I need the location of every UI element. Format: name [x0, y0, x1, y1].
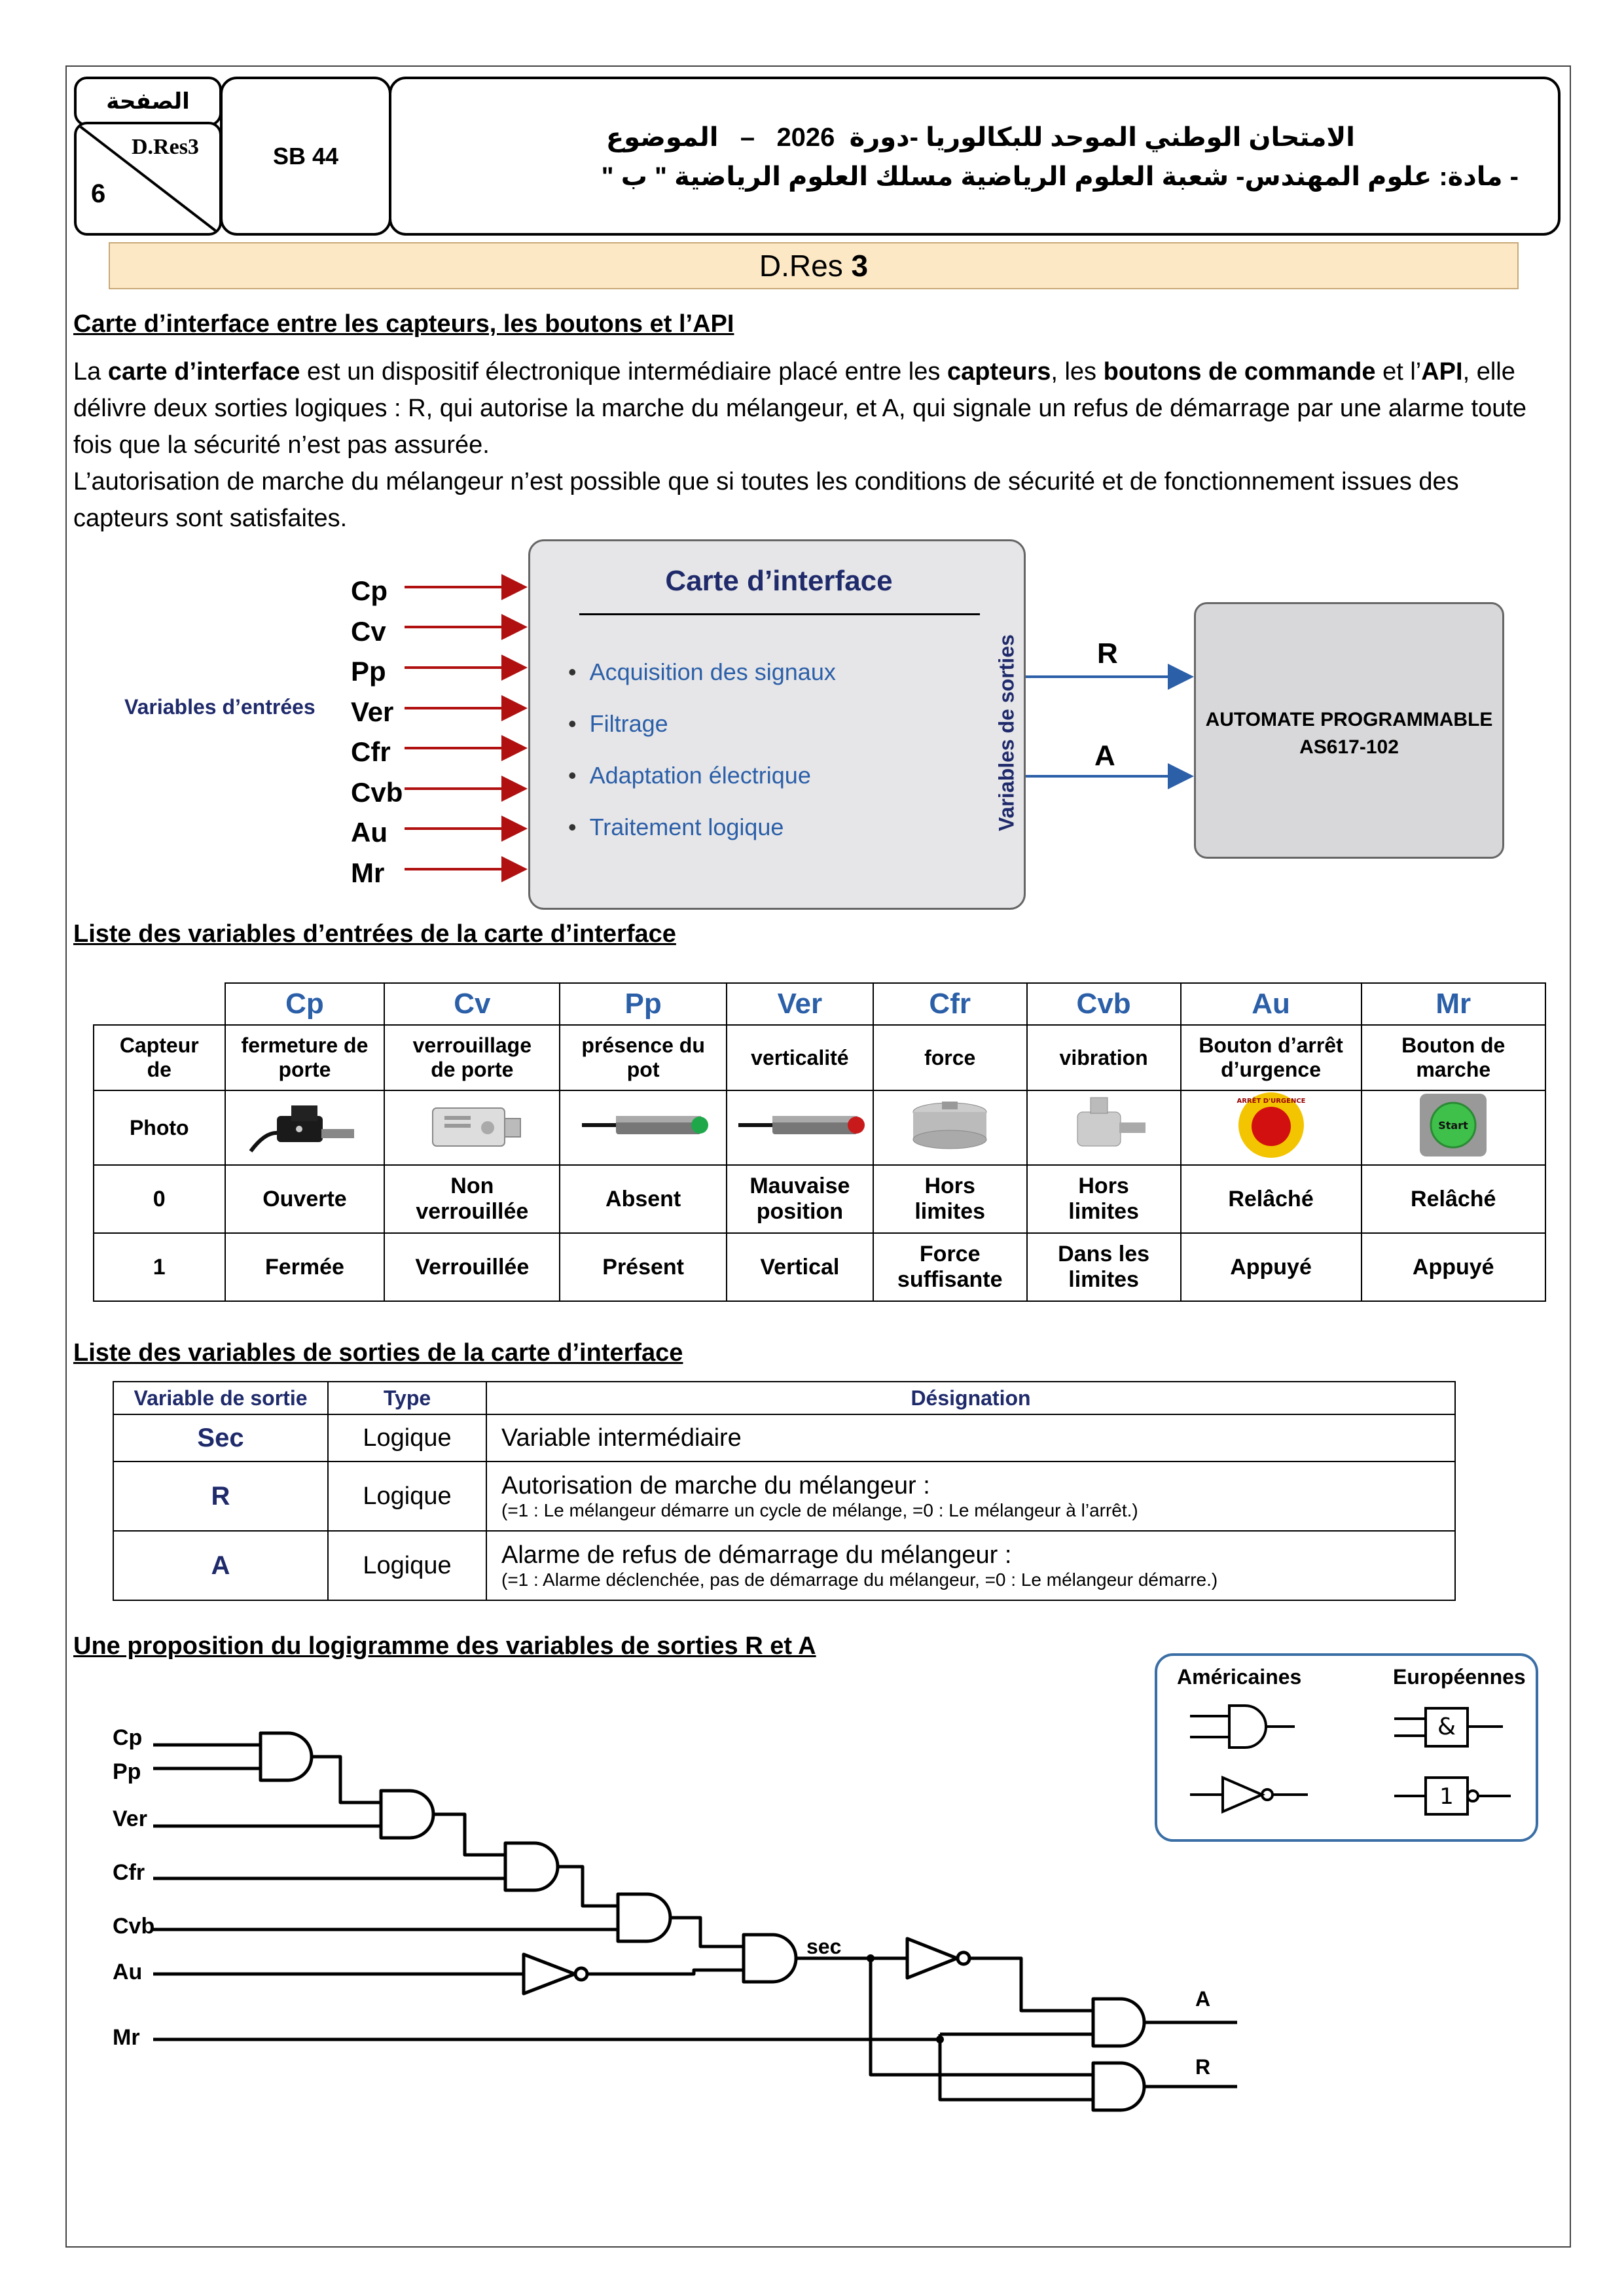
interface-card: [528, 539, 1026, 910]
input-cv: Cv: [351, 615, 386, 647]
legend-american: Américaines: [1177, 1665, 1302, 1689]
junction-mr: [936, 2036, 944, 2043]
logi-label-ver: Ver: [113, 1806, 147, 1831]
row-label-sensor: Capteur de: [94, 1025, 225, 1090]
text: et l’: [1375, 358, 1422, 386]
plc-name: AUTOMATE PROGRAMMABLE: [1205, 709, 1493, 730]
zero-au: Relâché: [1181, 1165, 1362, 1233]
input-cvb: Cvb: [351, 776, 403, 808]
photo-pp: [560, 1090, 727, 1165]
logi-label-au: Au: [113, 1960, 143, 1984]
function-item: • Filtrage: [568, 710, 668, 737]
out-desc-r-note: (=1 : Le mélangeur démarre un cycle de mélange, =0 : Le mélangeur à l’arrêt.): [501, 1499, 1138, 1520]
col-head-cp: Cp: [225, 983, 385, 1025]
gate-legend: [1155, 1653, 1538, 1842]
sensor-cfr: force: [873, 1025, 1027, 1090]
banner-number: 3: [851, 249, 869, 283]
one-cfr: Force suffisante: [873, 1233, 1027, 1301]
zero-ver: Mauvaise position: [727, 1165, 873, 1233]
outputs-label: Variables de sorties: [994, 634, 1019, 831]
col-head-ver: Ver: [727, 983, 873, 1025]
banner-prefix: D.Res: [759, 249, 852, 283]
out-name-sec: Sec: [113, 1414, 328, 1462]
function-item: • Acquisition des signaux: [568, 658, 836, 685]
zero-mr: Relâché: [1362, 1165, 1545, 1233]
out-desc-a: [486, 1531, 1455, 1600]
one-cvb: Dans les limites: [1027, 1233, 1181, 1301]
col-head-pp: Pp: [560, 983, 727, 1025]
sensor-mr: Bouton de marche: [1362, 1025, 1545, 1090]
junction-sec: [867, 1954, 875, 1962]
text: , elle délivre deux sorties logiques : R, qui autorise la marche du mélangeur, et A, qui signale un refus de démarrage par une alarme toute fois que la sécurité n’est pas assurée.: [73, 358, 1527, 459]
header-designation: Désignation: [486, 1382, 1455, 1414]
legend-european: Européennes: [1393, 1665, 1526, 1689]
vibration-sensor-icon: [1051, 1092, 1156, 1158]
and-gate-a: [1093, 1999, 1144, 2046]
logi-label-mr: Mr: [113, 2025, 140, 2050]
text-bold: capteurs: [947, 358, 1051, 386]
text: La: [73, 358, 108, 386]
proximity-sensor-red-icon: [734, 1092, 865, 1158]
section-heading-interface: Carte d’interface entre les capteurs, les boutons et l’API: [73, 310, 734, 338]
section-heading-inputs: Liste des variables d’entrées de la carte d’interface: [73, 920, 676, 948]
logi-label-a: A: [1195, 1987, 1211, 2011]
output-r-label: R: [1097, 637, 1118, 670]
not-gate-sec: [907, 1939, 957, 1978]
photo-cfr: [873, 1090, 1027, 1165]
card-title-underline: [579, 613, 980, 615]
photo-mr: [1362, 1090, 1545, 1165]
plc-model: AS617-102: [1299, 736, 1399, 758]
row-label-photo: Photo: [94, 1090, 225, 1165]
out-desc-r: [486, 1462, 1455, 1531]
logi-label-cvb: Cvb: [113, 1914, 155, 1939]
logi-label-cfr: Cfr: [113, 1860, 145, 1885]
one-pp: Présent: [560, 1233, 727, 1301]
zero-cp: Ouverte: [225, 1165, 385, 1233]
exam-code: SB 44: [272, 143, 339, 170]
american-and-icon: [1229, 1706, 1266, 1748]
out-desc-sec: Variable intermédiaire: [486, 1414, 1455, 1462]
col-head-cfr: Cfr: [873, 983, 1027, 1025]
input-ver: Ver: [351, 696, 394, 727]
out-type-sec: Logique: [328, 1414, 486, 1462]
door-switch-icon: [245, 1092, 363, 1158]
col-head-cv: Cv: [384, 983, 560, 1025]
input-cfr: Cfr: [351, 736, 391, 767]
door-lock-icon: [413, 1092, 531, 1158]
section-heading-logigram: Une proposition du logigramme des variables de sorties R et A: [73, 1632, 816, 1660]
plc-box: [1194, 602, 1504, 859]
output-a-label: A: [1094, 740, 1115, 772]
photo-cv: [384, 1090, 560, 1165]
svg-text:ARRÊT D'URGENCE: ARRÊT D'URGENCE: [1236, 1098, 1306, 1105]
load-cell-icon: [897, 1092, 1002, 1158]
zero-cv: Non verrouillée: [384, 1165, 560, 1233]
page-label: الصفحة: [106, 89, 190, 114]
logi-label-cp: Cp: [113, 1725, 143, 1750]
photo-cvb: [1027, 1090, 1181, 1165]
exam-title: الامتحان الوطني الموحد للبكالوريا -دورة 2026 – الموضوع: [605, 123, 1355, 152]
out-type-a: Logique: [328, 1531, 486, 1600]
start-button-icon: [1417, 1091, 1489, 1159]
sensor-cvb: vibration: [1027, 1025, 1181, 1090]
out-desc-r-title: Autorisation de marche du mélangeur :: [501, 1471, 930, 1499]
function-item: • Adaptation électrique: [568, 762, 811, 789]
out-name-r: R: [113, 1462, 328, 1531]
emergency-stop-icon: [1235, 1091, 1307, 1159]
col-head-mr: Mr: [1362, 983, 1545, 1025]
input-au: Au: [351, 817, 388, 848]
and-gate-4: [618, 1894, 670, 1941]
zero-cvb: Hors limites: [1027, 1165, 1181, 1233]
empty-cell: [94, 983, 225, 1025]
card-functions: [568, 646, 836, 853]
header-variable: Variable de sortie: [113, 1382, 328, 1414]
logi-label-sec: sec: [806, 1935, 842, 1958]
text-bold: boutons de commande: [1103, 358, 1376, 386]
out-name-a: A: [113, 1531, 328, 1600]
header-type: Type: [328, 1382, 486, 1414]
photo-ver: [727, 1090, 873, 1165]
and-gate-1: [261, 1733, 312, 1780]
photo-au: [1181, 1090, 1362, 1165]
zero-pp: Absent: [560, 1165, 727, 1233]
sensor-cv: verrouillage de porte: [384, 1025, 560, 1090]
exam-subject: - مادة: علوم المهندس- شعبة العلوم الرياضية مسلك العلوم الرياضية " ب ": [601, 162, 1519, 191]
and-gate-2: [381, 1791, 433, 1838]
not-gate-au: [524, 1954, 575, 1994]
input-mr: Mr: [351, 857, 385, 888]
out-desc-a-title: Alarme de refus de démarrage du mélangeur :: [501, 1541, 1012, 1569]
col-head-au: Au: [1181, 983, 1362, 1025]
paragraph-2: L’autorisation de marche du mélangeur n’est possible que si toutes les conditions de sécurité et de fonctionnement issues des capteurs sont satisfaites.: [73, 468, 1459, 532]
svg-text:Start: Start: [1438, 1119, 1469, 1132]
interface-card-title: Carte d’interface: [665, 565, 893, 597]
legend-symbols: [1157, 1656, 1537, 1839]
function-item: • Traitement logique: [568, 814, 784, 840]
zero-cfr: Hors limites: [873, 1165, 1027, 1233]
page-number: 6: [91, 179, 106, 208]
sensor-ver: verticalité: [727, 1025, 873, 1090]
photo-cp: [225, 1090, 385, 1165]
section-heading-outputs: Liste des variables de sorties de la carte d’interface: [73, 1339, 683, 1367]
one-ver: Vertical: [727, 1233, 873, 1301]
one-mr: Appuyé: [1362, 1233, 1545, 1301]
inputs-label: Variables d’entrées: [124, 695, 316, 719]
out-type-r: Logique: [328, 1462, 486, 1531]
not-symbol: 1: [1439, 1784, 1454, 1810]
proximity-sensor-green-icon: [578, 1092, 709, 1158]
row-label-one: 1: [94, 1233, 225, 1301]
text: , les: [1051, 358, 1104, 386]
row-label-zero: 0: [94, 1165, 225, 1233]
sensor-cp: fermeture de porte: [225, 1025, 385, 1090]
logi-label-r: R: [1195, 2055, 1211, 2079]
one-au: Appuyé: [1181, 1233, 1362, 1301]
and-gate-r: [1093, 2063, 1144, 2110]
one-cp: Fermée: [225, 1233, 385, 1301]
and-gate-3: [505, 1843, 558, 1890]
text: est un dispositif électronique intermédiaire placé entre les: [300, 358, 947, 386]
and-symbol: &: [1437, 1713, 1456, 1740]
sensor-au: Bouton d’arrêt d’urgence: [1181, 1025, 1362, 1090]
out-desc-a-note: (=1 : Alarme déclenchée, pas de démarrage du mélangeur, =0 : Le mélangeur démarre.): [501, 1569, 1218, 1590]
logi-label-pp: Pp: [113, 1759, 141, 1784]
one-cv: Verrouillée: [384, 1233, 560, 1301]
page-ref: D.Res3: [132, 135, 199, 159]
sensor-pp: présence du pot: [560, 1025, 727, 1090]
and-gate-sec: [744, 1935, 796, 1982]
input-pp: Pp: [351, 656, 386, 687]
text-bold: carte d’interface: [107, 358, 300, 386]
outputs-table: [113, 1381, 1456, 1601]
input-cp: Cp: [351, 575, 388, 606]
american-not-icon: [1223, 1778, 1262, 1812]
col-head-cvb: Cvb: [1027, 983, 1181, 1025]
inputs-table: [93, 982, 1546, 1302]
text-bold: API: [1421, 358, 1463, 386]
